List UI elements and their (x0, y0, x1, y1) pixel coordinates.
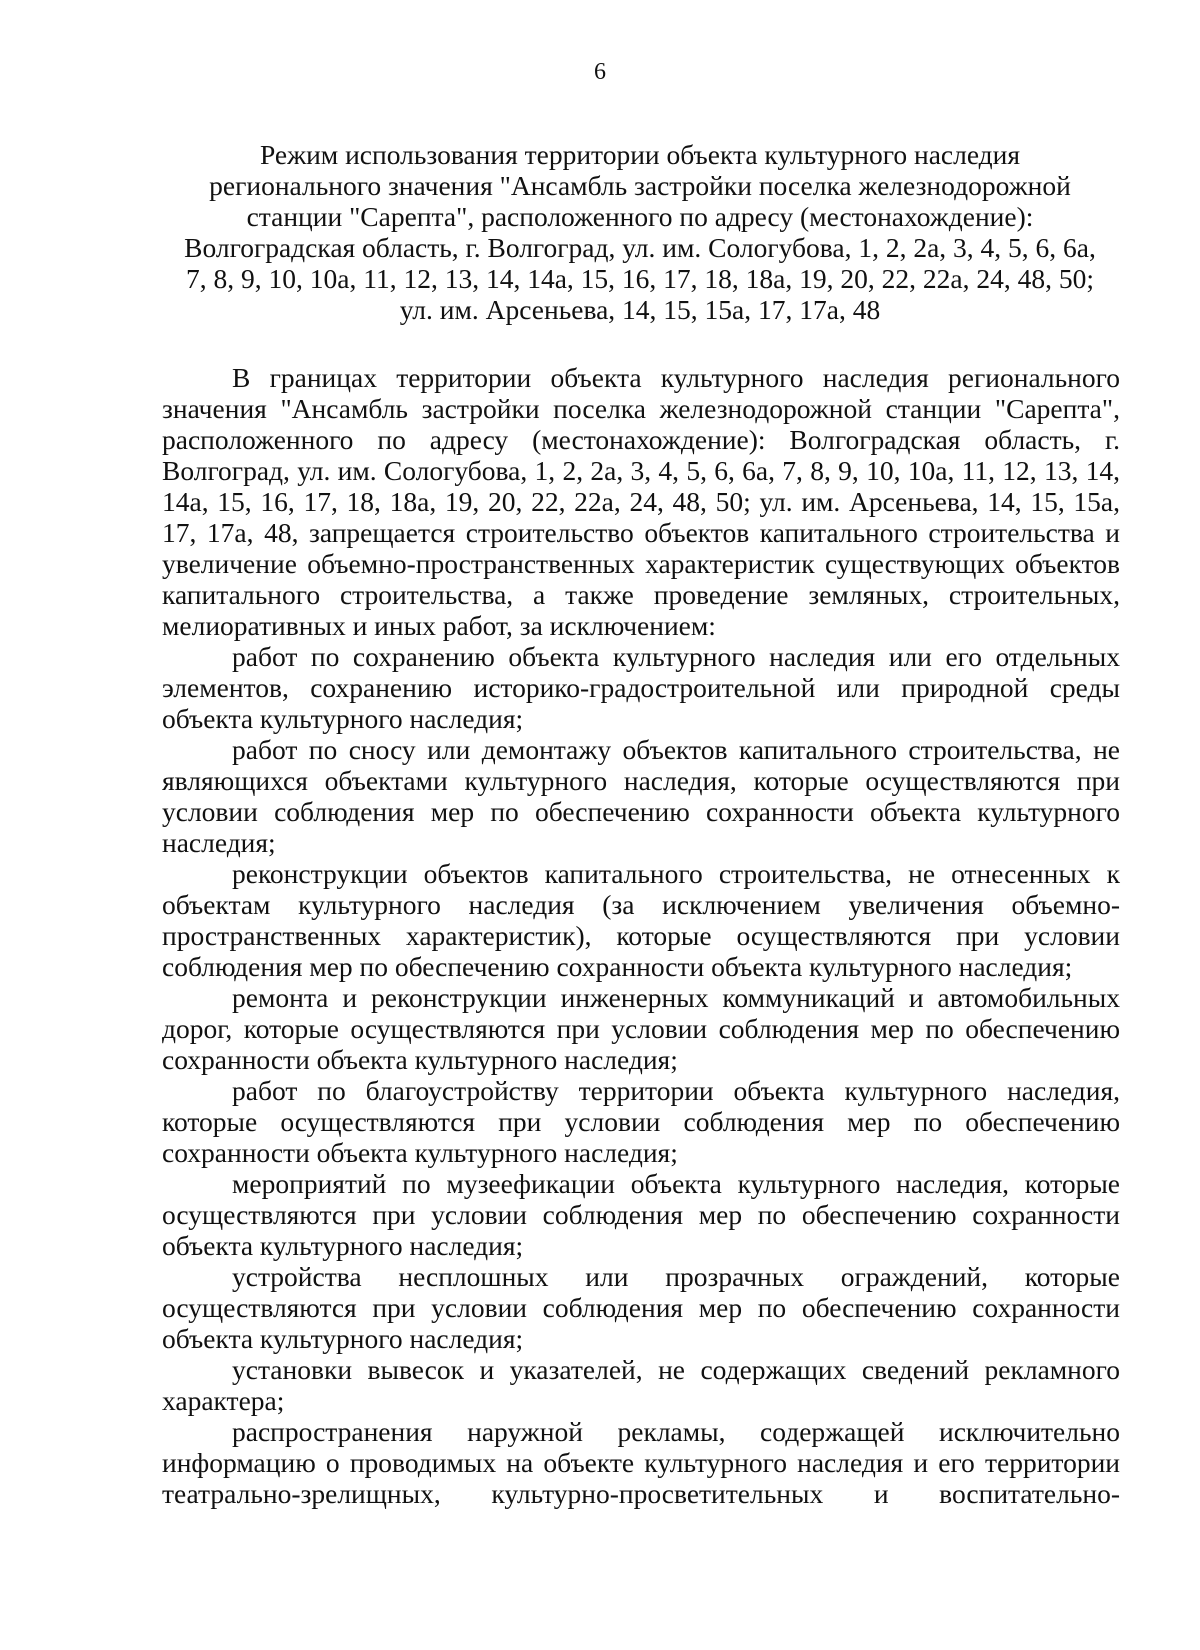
exception-item: реконструкции объектов капитального строительства, не отнесенных к объектам культурного наследия (за исключением увеличения объемно-пространственных характеристик), которые осуществляются при условии соблюдения мер по обеспечению сохранности объекта культурного наследия; (162, 858, 1120, 982)
title-line: Волгоградская область, г. Волгоград, ул. им. Сологубова, 1, 2, 2а, 3, 4, 5, 6, 6а, (184, 232, 1096, 263)
title-line: регионального значения "Ансамбль застройки поселка железнодорожной (209, 170, 1071, 201)
exception-item: работ по сносу или демонтажу объектов капитального строительства, не являющихся объектами культурного наследия, которые осуществляются при условии соблюдения мер по обеспечению сохранности объекта культурного наследия; (162, 734, 1120, 858)
page-number: 6 (594, 59, 606, 85)
exception-item: устройства несплошных или прозрачных ограждений, которые осуществляются при условии соблюдения мер по обеспечению сохранности объекта культурного наследия; (162, 1261, 1120, 1354)
title-line: Режим использования территории объекта культурного наследия (259, 139, 1021, 170)
document-body (162, 362, 1120, 1509)
document-title (160, 139, 1120, 325)
exception-item: работ по благоустройству территории объекта культурного наследия, которые осуществляются при условии соблюдения мер по обеспечению сохранности объекта культурного наследия; (162, 1075, 1120, 1168)
exception-item: распространения наружной рекламы, содержащей исключительно информацию о проводимых на объекте культурного наследия и его территории театрально-зрелищных, культурно-просветительных и воспитательно- (162, 1416, 1120, 1509)
exception-item: работ по сохранению объекта культурного наследия или его отдельных элементов, сохранению историко-градостроительной или природной среды объекта культурного наследия; (162, 641, 1120, 734)
title-line: станции "Сарепта", расположенного по адресу (местонахождение): (246, 201, 1034, 232)
title-line: ул. им. Арсеньева, 14, 15, 15а, 17, 17а, 48 (399, 294, 881, 325)
exception-item: ремонта и реконструкции инженерных коммуникаций и автомобильных дорог, которые осуществляются при условии соблюдения мер по обеспечению сохранности объекта культурного наследия; (162, 982, 1120, 1075)
exception-item: установки вывесок и указателей, не содержащих сведений рекламного характера; (162, 1354, 1120, 1416)
title-line: 7, 8, 9, 10, 10а, 11, 12, 13, 14, 14а, 15, 16, 17, 18, 18а, 19, 20, 22, 22а, 24, 48, 50; (186, 263, 1094, 294)
exception-item: мероприятий по музеефикации объекта культурного наследия, которые осуществляются при условии соблюдения мер по обеспечению сохранности объекта культурного наследия; (162, 1168, 1120, 1261)
intro-paragraph: В границах территории объекта культурного наследия регионального значения "Ансамбль застройки поселка железнодорожной станции "Сарепта", расположенного по адресу (местонахождение): Волгоградская область, г. Волгоград, ул. им. Сологубова, 1, 2, 2а, 3, 4, 5, 6, 6а, 7, 8, 9, 10, 10а, 11, 12, 13, 14, 14а, 15, 16, 17, 18, 18а, 19, 20, 22, 22а, 24, 48, 50; ул. им. Арсеньева, 14, 15, 15а, 17, 17а, 48, запрещается строительство объектов капитального строительства и увеличение объемно-пространственных характеристик существующих объектов капитального строительства, а также проведение земляных, строительных, мелиоративных и иных работ, за исключением: (162, 362, 1120, 641)
